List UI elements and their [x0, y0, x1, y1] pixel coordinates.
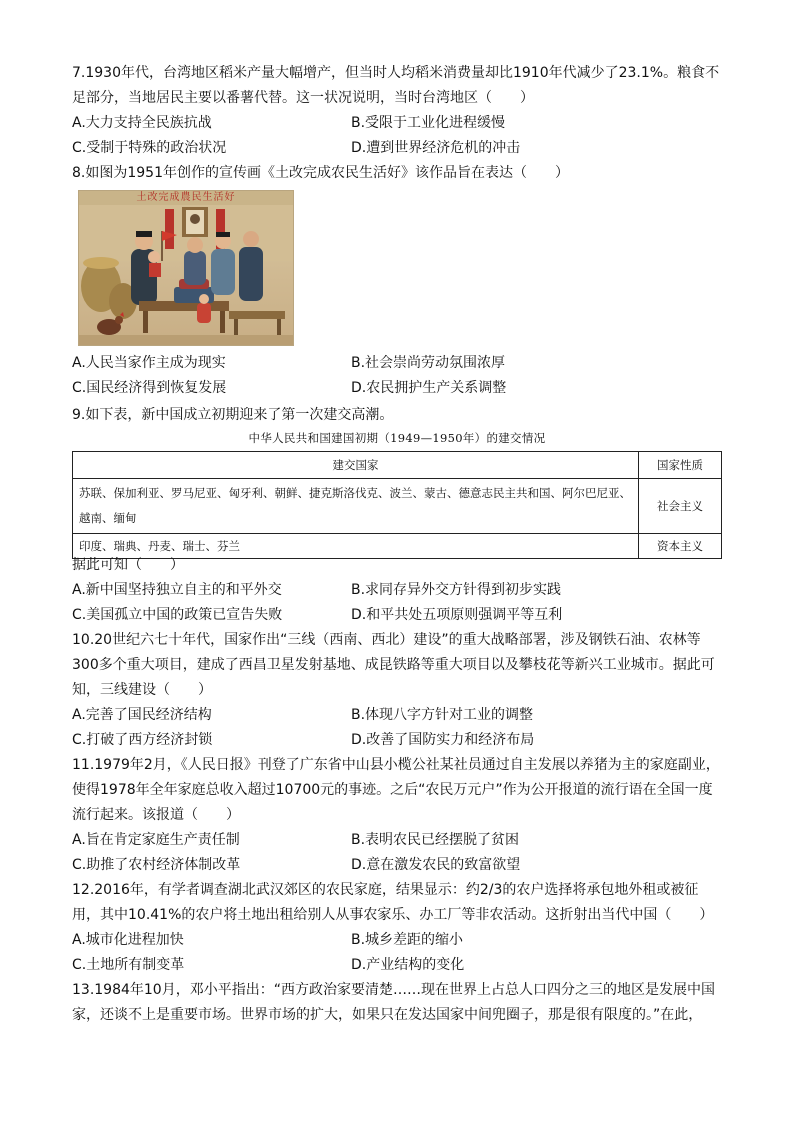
option-c[interactable]: C.助推了农村经济体制改革 — [72, 857, 241, 873]
question-11 — [72, 753, 722, 878]
table-header-nature: 国家性质 — [639, 452, 722, 479]
option-b[interactable]: B.体现八字方针对工业的调整 — [351, 707, 534, 723]
poster-title: 土改完成農民生活好 — [136, 192, 236, 203]
option-c[interactable]: C.打破了西方经济封锁 — [72, 732, 213, 748]
option-d[interactable]: D.产业结构的变化 — [351, 957, 465, 973]
question-12 — [72, 878, 722, 978]
option-b[interactable]: B.社会崇尚劳动氛围浓厚 — [351, 355, 506, 371]
table-cell-nature: 社会主义 — [639, 479, 722, 534]
option-a[interactable]: A.旨在肯定家庭生产责任制 — [72, 832, 240, 848]
table-cell-nature: 资本主义 — [639, 534, 722, 559]
question-7 — [72, 61, 722, 161]
option-c[interactable]: C.美国孤立中国的政策已宣告失败 — [72, 607, 283, 623]
question-9-answers — [72, 553, 722, 628]
option-c[interactable]: C.土地所有制变革 — [72, 957, 185, 973]
option-a[interactable]: A.大力支持全民族抗战 — [72, 115, 212, 131]
question-8-answers — [72, 351, 722, 401]
option-b[interactable]: B.城乡差距的缩小 — [351, 932, 464, 948]
option-d[interactable]: D.和平共处五项原则强调平等互利 — [351, 607, 563, 623]
question-10 — [72, 628, 722, 753]
question-8 — [72, 161, 722, 186]
question-9-prompt: 据此可知（ ） — [72, 557, 184, 573]
question-8-stem: 8.如图为1951年创作的宣传画《土改完成农民生活好》该作品旨在表达（ ） — [72, 165, 569, 181]
question-12-options — [72, 928, 722, 978]
question-13 — [72, 978, 722, 1028]
diplomacy-table — [72, 451, 722, 559]
option-a[interactable]: A.人民当家作主成为现实 — [72, 355, 226, 371]
option-b[interactable]: B.求同存异外交方针得到初步实践 — [351, 582, 562, 598]
question-9 — [72, 403, 722, 428]
question-13-stem: 13.1984年10月，邓小平指出：“西方政治家要清楚……现在世界上占总人口四分之三的地区是发展中国家，还谈不上是重要市场。世界市场的扩大，如果只在发达国家中间兜圈子，那是很有限度的。”在此， — [72, 982, 715, 1023]
question-11-stem: 11.1979年2月，《人民日报》刊登了广东省中山县小榄公社某社员通过自主发展以养猪为主的家庭副业，使得1978年全年家庭总收入超过10700元的事迹。之后“农民万元户”作为公开报道的流行语在全国一度流行起来。该报道（ ） — [72, 757, 720, 823]
question-11-options — [72, 828, 722, 878]
option-a[interactable]: A.城市化进程加快 — [72, 932, 184, 948]
option-d[interactable]: D.意在激发农民的致富欲望 — [351, 857, 521, 873]
question-9-stem: 9.如下表，新中国成立初期迎来了第一次建交高潮。 — [72, 407, 394, 423]
option-a[interactable]: A.新中国坚持独立自主的和平外交 — [72, 582, 282, 598]
question-7-options — [72, 111, 722, 161]
option-a[interactable]: A.完善了国民经济结构 — [72, 707, 212, 723]
question-10-options — [72, 703, 722, 753]
option-c[interactable]: C.受制于特殊的政治状况 — [72, 140, 227, 156]
question-7-stem: 7.1930年代，台湾地区稻米产量大幅增产，但当时人均稻米消费量却比1910年代减少了23.1%。粮食不足部分，当地居民主要以番薯代替。这一状况说明，当时台湾地区（ ） — [72, 65, 720, 106]
table-header-row — [73, 452, 722, 479]
option-d[interactable]: D.改善了国防实力和经济布局 — [351, 732, 535, 748]
option-b[interactable]: B.受限于工业化进程缓慢 — [351, 115, 506, 131]
propaganda-poster-image — [78, 190, 294, 346]
question-8-options — [72, 351, 722, 401]
option-b[interactable]: B.表明农民已经摆脱了贫困 — [351, 832, 520, 848]
table-caption: 中华人民共和国建国初期（1949—1950年）的建交情况 — [248, 431, 546, 445]
option-c[interactable]: C.国民经济得到恢复发展 — [72, 380, 227, 396]
option-d[interactable]: D.农民拥护生产关系调整 — [351, 380, 507, 396]
question-10-stem: 10.20世纪六七十年代，国家作出“三线（西南、西北）建设”的重大战略部署，涉及钢铁石油、农林等300多个重大项目，建成了西昌卫星发射基地、成昆铁路等重大项目以及攀枝花等新兴工业城市。据此可知，三线建设（ ） — [72, 632, 715, 698]
table-cell-countries: 印度、瑞典、丹麦、瑞士、芬兰 — [73, 534, 639, 559]
question-9-options — [72, 578, 722, 628]
table-row — [73, 479, 722, 534]
option-d[interactable]: D.遭到世界经济危机的冲击 — [351, 140, 521, 156]
question-12-stem: 12.2016年，有学者调查湖北武汉郊区的农民家庭，结果显示：约2/3的农户选择将承包地外租或被征用，其中10.41%的农户将土地出租给别人从事农家乐、办工厂等非农活动。这折射出当代中国（ ） — [72, 882, 714, 923]
table-cell-countries: 苏联、保加利亚、罗马尼亚、匈牙利、朝鲜、捷克斯洛伐克、波兰、蒙古、德意志民主共和国、阿尔巴尼亚、越南、缅甸 — [73, 479, 639, 534]
table-header-countries: 建交国家 — [73, 452, 639, 479]
